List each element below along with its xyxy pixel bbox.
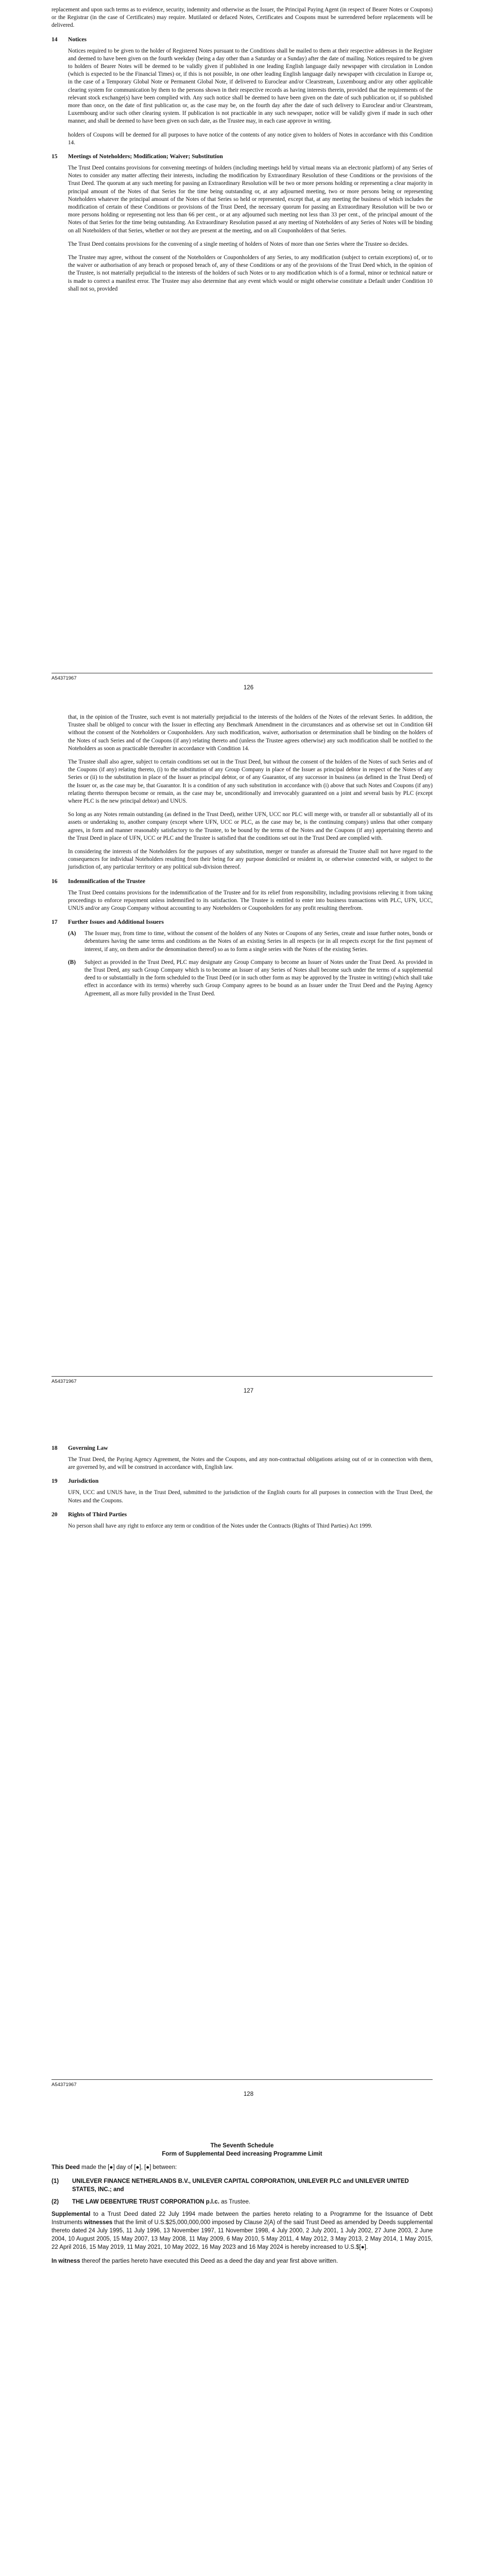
document-code: A54371967 bbox=[52, 2082, 77, 2088]
witnesses-bold: witnesses bbox=[84, 2219, 113, 2226]
page-126 bbox=[0, 0, 497, 703]
deed-opening bbox=[52, 2163, 433, 2172]
page-number: 126 bbox=[243, 685, 254, 691]
meetings-continued-paragraph-4: In considering the interests of the Noteholders for the purposes of any substitution, merger or transfer as aforesaid the Trustee shall not have regard to the consequences for individual Noteholders resulting from their being for any purpose domiciled or resident in, or otherwise connected with, or subject to the jurisdiction of, any particular territory or any political sub-division thereof. bbox=[68, 849, 433, 871]
schedule-subtitle: Form of Supplemental Deed increasing Programme Limit bbox=[162, 2151, 322, 2157]
meetings-paragraph-1: The Trust Deed contains provisions for convening meetings of holders (including meetings held by virtual means via an electronic platform) of any Series of Notes to consider any matter affecting their interests, including the modification by Extraordinary Resolution of these Conditions or the provisions of the Trust Deed. The quorum at any such meeting for passing an Extraordinary Resolution will be two or more persons holding or representing a clear majority in principal amount of the Notes of that Series for the time being outstanding or, at any adjourned meeting, two or more persons being or representing Noteholders whatever the principal amount of the Notes of that Series so held or represented, except that, at any meeting the business of which includes the modification of certain of these Conditions or provisions of the Trust Deed, the necessary quorum for passing an Extraordinary Resolution will be two or more persons holding or representing not less than 66 per cent., or at any adjourned such meeting not less than 33 per cent., of the principal amount of the Notes of that Series for the time being outstanding. An Extraordinary Resolution passed at any meeting of Noteholders of any Series of Notes will be binding on all Noteholders of that Series, whether or not they are present at the meeting, and on all Couponholders of that Series. bbox=[68, 165, 433, 234]
deed-opening-bold: This Deed bbox=[52, 2164, 80, 2171]
third-parties-paragraph: No person shall have any right to enforce any term or condition of the Notes under the Contracts (Rights of Third Parties) Act 1999. bbox=[68, 1522, 372, 1529]
item-text: Subject as provided in the Trust Deed, PLC may designate any Group Company to become an Issuer of Notes under the Trust Deed. As provided in the Trust Deed, any such Group Company which is to become an Issuer of any Series of Notes shall become such under the terms of a supplemental deed to or substantially in the form scheduled to the Trust Deed (or in such other form as may be approved by the Trustee in writing) (which shall take effect in accordance with its terms) whereby such Group Company agrees to be bound as an Issuer under the Trust Deed and the Paying Agency Agreement, all as more fully provided in the Trust Deed. bbox=[84, 959, 433, 997]
section-title: Jurisdiction bbox=[68, 1478, 99, 1485]
footer-divider bbox=[52, 2079, 433, 2080]
in-witness-text: thereof the parties hereto have executed this Deed as a deed the day and year first above written. bbox=[80, 2258, 338, 2264]
section-title: Indemnification of the Trustee bbox=[68, 877, 145, 885]
party-2 bbox=[52, 2198, 433, 2206]
meetings-continued-paragraph-2: The Trustee shall also agree, subject to certain conditions set out in the Trust Deed, but without the consent of the holders of the Notes of such Series and of the Coupons (if any) relating thereto, (i) to the substitution of any Group Company in place of the Issuer as principal debtor in respect of the Notes of any Series or (ii) to the substitution in place of the Issuer as principal debtor, or of any Guarantor, of any successor in business (as defined in the Trust Deed) of the Issuer or, as the case may be, that Guarantor. It is a condition of any such substitution in accordance with (i) above that such Notes and Coupons (if any) relating thereto thereupon become or remain, as the case may be, unconditionally and irrevocably guaranteed on a joint and several basis by PLC (except where PLC is the new principal debtor) and UNUS. bbox=[68, 759, 433, 805]
party-label: (1) bbox=[52, 2178, 59, 2184]
page-number: 127 bbox=[243, 1388, 254, 1394]
party-text: UNILEVER FINANCE NETHERLANDS B.V., UNILEVER CAPITAL CORPORATION, UNILEVER PLC and UNILEVER UNITED STATES, INC.; and bbox=[72, 2178, 409, 2193]
section-15-heading bbox=[52, 153, 433, 160]
further-issues-item-a bbox=[68, 930, 433, 954]
section-number: 19 bbox=[52, 1478, 58, 1485]
section-16-heading bbox=[52, 878, 433, 885]
page-128 bbox=[0, 1406, 497, 2110]
further-issues-item-b bbox=[68, 959, 433, 998]
section-19-heading bbox=[52, 1478, 433, 1484]
supplemental-bold: Supplemental bbox=[52, 2211, 91, 2217]
item-label: (B) bbox=[68, 959, 76, 965]
section-number: 16 bbox=[52, 877, 58, 885]
meetings-continued-paragraph-1: that, in the opinion of the Trustee, such event is not materially prejudicial to the interests of the holders of the Notes of the relevant Series. In addition, the Trustee shall be obliged to concur with the Issuer in effecting any Benchmark Amendment in the circumstances and as otherwise set out in Condition 6H without the consent of the Noteholders or Couponholders. Any such modification, waiver, authorisation or determination shall be binding on the holders of the Notes of such Series and of the Coupons (if any) relating thereto and (unless the Trustee agrees otherwise) any such modification shall be notified to the Noteholders as soon as practicable thereafter in accordance with Condition 14. bbox=[68, 714, 433, 752]
in-witness-paragraph bbox=[52, 2257, 433, 2265]
section-title: Further Issues and Additional Issuers bbox=[68, 919, 164, 926]
item-label: (A) bbox=[68, 930, 76, 937]
page-129 bbox=[0, 2110, 497, 2576]
in-witness-bold: In witness bbox=[52, 2258, 80, 2264]
supplemental-text-1: to a Trust Deed dated 22 July 1994 made between the parties hereto relating to a Programme for the Issuance of Debt Instruments bbox=[52, 2211, 433, 2226]
section-20-heading bbox=[52, 1511, 433, 1518]
section-title: Governing Law bbox=[68, 1445, 108, 1451]
notices-paragraph-2: holders of Coupons will be deemed for all purposes to have notice of the contents of any notice given to holders of Notes in accordance with this Condition 14. bbox=[68, 131, 433, 146]
governing-law-paragraph: The Trust Deed, the Paying Agency Agreement, the Notes and the Coupons, and any non-contractual obligations arising out of or in connection with them, are governed by, and will be construed in accordance with, English law. bbox=[68, 1456, 433, 1471]
party-role: as Trustee. bbox=[219, 2199, 251, 2205]
supplemental-paragraph bbox=[52, 2210, 433, 2251]
meetings-paragraph-2: The Trust Deed contains provisions for the convening of a single meeting of holders of Notes of more than one Series where the Trustee so decides. bbox=[68, 241, 409, 247]
page-127 bbox=[0, 703, 497, 1406]
indemnification-paragraph: The Trust Deed contains provisions for the indemnification of the Trustee and for its relief from responsibility, including provisions relieving it from taking proceedings to enforce repayment unless indemnified to its satisfaction. The Trustee is entitled to enter into business transactions with PLC, UFN, UCC, UNUS and/or any Group Company without accounting to any Noteholders or Couponholders for any profit resulting therefrom. bbox=[68, 889, 433, 912]
footer-divider bbox=[52, 1376, 433, 1377]
section-number: 17 bbox=[52, 919, 58, 926]
section-14-heading bbox=[52, 36, 433, 43]
meetings-paragraph-3: The Trustee may agree, without the consent of the Noteholders or Couponholders of any Series, to any modification (subject to certain exceptions) of, or to the waiver or authorisation of any breach or proposed breach of, any of these Conditions or any of the provisions of the Trust Deed which, in the opinion of the Trustee, is not materially prejudicial to the interests of the holders of such Notes or to any modification which is of a formal, minor or technical nature or is made to correct a manifest error. The Trustee may also determine that any event which would or might otherwise constitute a Default under Condition 10 shall not so, provided bbox=[68, 255, 433, 292]
party-1 bbox=[52, 2177, 433, 2194]
party-label: (2) bbox=[52, 2199, 59, 2205]
section-title: Rights of Third Parties bbox=[68, 1511, 127, 1518]
section-18-heading bbox=[52, 1445, 433, 1451]
item-text: The Issuer may, from time to time, without the consent of the holders of any Notes or Coupons of any Series, create and issue further notes, bonds or debentures having the same terms and conditions as the Notes of an existing Series in all respects (or in all respects except for the first payment of interest, if any, on them and/or the denomination thereof) so as to form a single series with the Notes of the existing Series. bbox=[84, 930, 433, 953]
schedule-title: The Seventh Schedule bbox=[210, 2143, 274, 2149]
section-number: 18 bbox=[52, 1445, 58, 1451]
notices-paragraph-1: Notices required to be given to the holder of Registered Notes pursuant to the Conditions shall be mailed to them at their respective addresses in the Register and deemed to have been given on the fourth weekday (being a day other than a Saturday or a Sunday) after the date of mailing. Notices required to be given to holders of Bearer Notes will be deemed to be validly given if published in one leading English language daily newspaper with circulation in London (which is expected to be the Financial Times) or, if this is not possible, in one other leading English language daily newspaper with circulation in Europe or, in the case of a Temporary Global Note or Permanent Global Note, if delivered to Euroclear and/or Clearstream, Luxembourg and/or any other applicable clearing system for communication by them to the persons shown in their respective records as having interests therein, provided that the requirements of the relevant stock exchange(s) have been complied with. Any such notice shall be deemed to have been given on the date of such publication or, if so published more than once, on the date of first publication or, as the case may be, on the fourth day after the date of such delivery to Euroclear and/or Clearstream, Luxembourg and/or such other clearing system. If publication is not practicable in any such newspaper, notice will be validly given if made in such other manner, and shall be deemed to have been given on such date, as the Trustee may, in each case approve in writing. bbox=[68, 47, 433, 125]
section-17-heading bbox=[52, 919, 433, 925]
section-title: Notices bbox=[68, 36, 87, 43]
section-number: 14 bbox=[52, 36, 58, 43]
section-number: 20 bbox=[52, 1511, 58, 1518]
section-title: Meetings of Noteholders; Modification; Waiver; Substitution bbox=[68, 153, 223, 160]
page-number: 128 bbox=[243, 2091, 254, 2097]
section-number: 15 bbox=[52, 153, 58, 160]
meetings-continued-paragraph-3: So long as any Notes remain outstanding (as defined in the Trust Deed), neither UFN, UCC nor PLC will merge with, or transfer all or substantially all of its assets or undertaking to, another company (except where UFN, UCC or PLC, as the case may be, is the continuing company) unless that other company agrees, in form and manner reasonably satisfactory to the Trustee, to be bound by the terms of the Notes and the Coupons (if any) appertaining thereto and the Trust Deed in place of UFN, UCC or PLC and the Trustee is satisfied that the conditions set out in the Trust Deed are complied with. bbox=[68, 811, 433, 841]
intro-paragraph: replacement and upon such terms as to evidence, security, indemnity and otherwise as the Issuer, the Principal Paying Agent (in respect of Bearer Notes or Coupons) or the Registrar (in the case of Certificates) may require. Mutilated or defaced Notes, Certificates and Coupons must be surrendered before replacements will be delivered. bbox=[52, 7, 433, 29]
document-code: A54371967 bbox=[52, 1379, 77, 1384]
deed-opening-text: made the [●] day of [●], [●] between: bbox=[79, 2164, 177, 2171]
jurisdiction-paragraph: UFN, UCC and UNUS have, in the Trust Deed, submitted to the jurisdiction of the English courts for all purposes in connection with the Trust Deed, the Notes and the Coupons. bbox=[68, 1489, 433, 1504]
document-code: A54371967 bbox=[52, 675, 77, 681]
party-name: THE LAW DEBENTURE TRUST CORPORATION p.l.c. bbox=[72, 2199, 220, 2205]
supplemental-text-2: that the limit of U.S.$25,000,000,000 imposed by Clause 2(A) of the said Trust Deed as amended by Deeds supplemental thereto dated 24 July 1995, 11 July 1996, 13 November 1997, 11 November 1998, 4 July 2000, 2 July 2001, 1 July 2002, 27 June 2003, 2 June 2004, 10 August 2005, 15 May 2007, 13 May 2008, 11 May 2009, 6 May 2010, 5 May 2011, 4 May 2012, 3 May 2013, 2 May 2014, 1 May 2015, 22 April 2016, 15 May 2019, 11 May 2021, 10 May 2022, 16 May 2023 and 16 May 2024 is hereby increased to U.S.$[●]. bbox=[52, 2219, 433, 2250]
